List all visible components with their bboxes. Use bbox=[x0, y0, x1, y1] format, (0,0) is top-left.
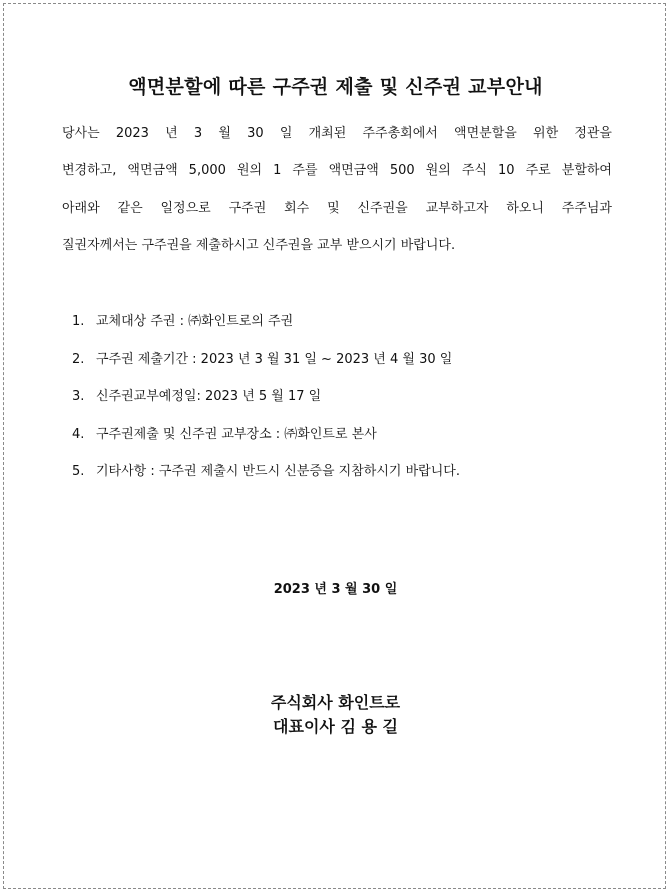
list-item bbox=[72, 348, 452, 367]
company-name: 주식회사 화인트로 bbox=[270, 693, 401, 712]
item-text: 교체대상 주권 : ㈜화인트로의 주권 bbox=[96, 314, 294, 329]
item-number: 4. bbox=[72, 427, 85, 442]
intro-line: 아래와 같은 일정으로 구주권 회수 및 신주권을 교부하고자 하오니 주주님과 bbox=[62, 201, 612, 216]
representative-name: 대표이사 김 용 길 bbox=[273, 717, 398, 736]
intro-line: 변경하고, 액면금액 5,000 원의 1 주를 액면금액 500 원의 주식 10 주로 분할하여 bbox=[62, 163, 612, 178]
document-page bbox=[3, 3, 666, 889]
item-text: 신주권교부예정일: 2023 년 5 월 17 일 bbox=[96, 389, 322, 404]
item-number: 3. bbox=[72, 389, 85, 404]
document-title: 액면분할에 따른 구주권 제출 및 신주권 교부안내 bbox=[128, 76, 543, 98]
list-item bbox=[72, 310, 293, 329]
item-text: 기타사항 : 구주권 제출시 반드시 신분증을 지참하시기 바랍니다. bbox=[96, 464, 460, 479]
item-text: 구주권제출 및 신주권 교부장소 : ㈜화인트로 본사 bbox=[96, 427, 377, 442]
item-text: 구주권 제출기간 : 2023 년 3 월 31 일 ~ 2023 년 4 월 30 일 bbox=[96, 352, 453, 367]
item-number: 2. bbox=[72, 352, 85, 367]
item-number: 5. bbox=[72, 464, 85, 479]
list-item bbox=[72, 385, 321, 404]
intro-line: 질권자께서는 구주권을 제출하시고 신주권을 교부 받으시기 바랍니다. bbox=[62, 238, 456, 253]
item-number: 1. bbox=[72, 314, 85, 329]
notice-date: 2023 년 3 월 30 일 bbox=[273, 582, 398, 597]
list-item bbox=[72, 423, 377, 442]
intro-line: 당사는 2023 년 3 월 30 일 개최된 주주총회에서 액면분할을 위한 정관을 bbox=[62, 126, 612, 141]
list-item bbox=[72, 460, 460, 479]
